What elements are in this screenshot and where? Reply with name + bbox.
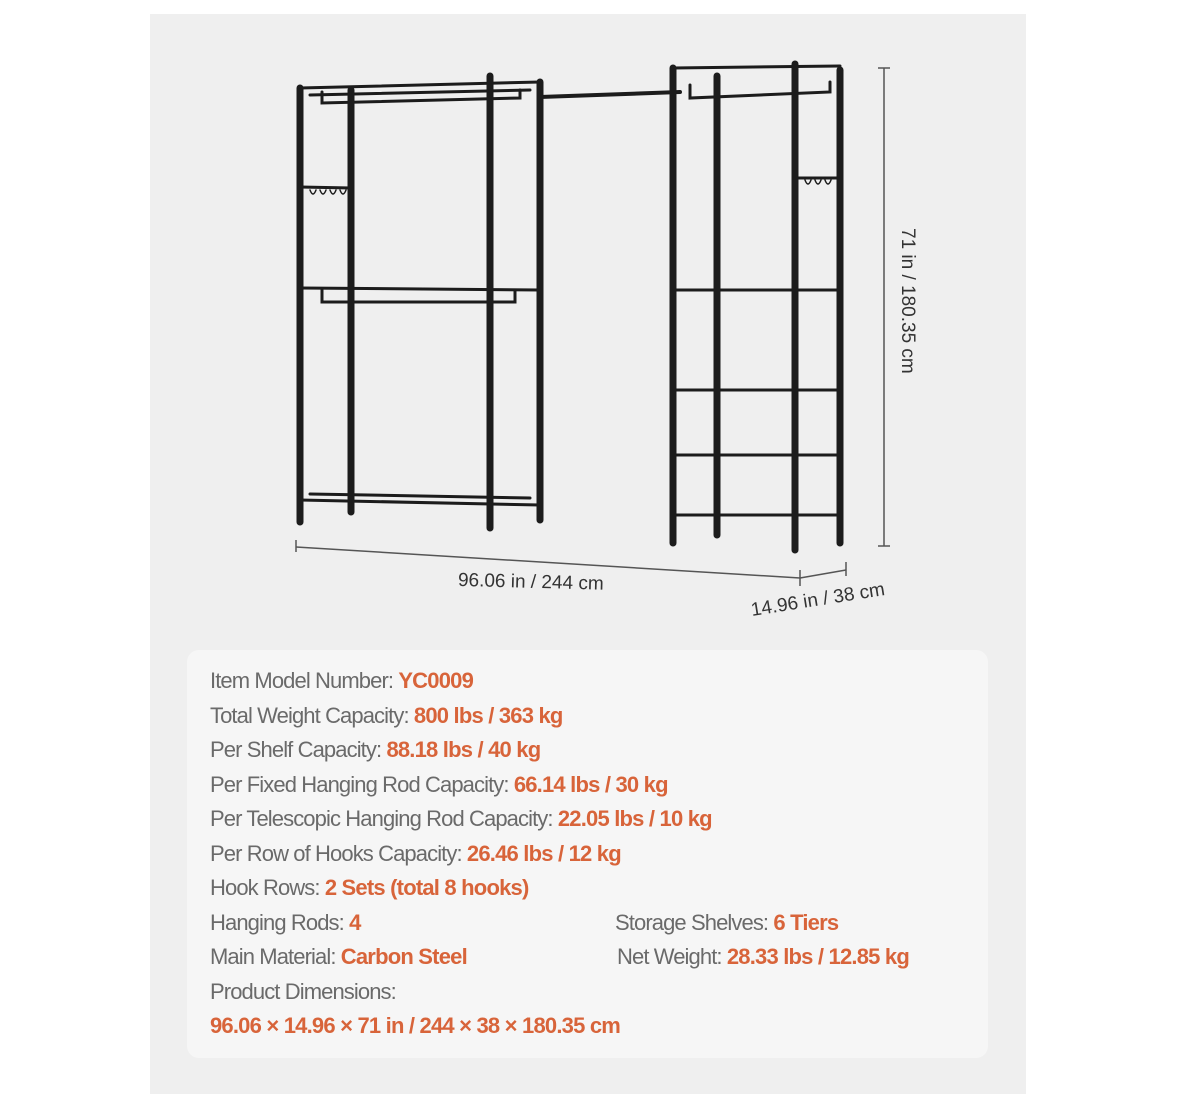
spec-label: Per Fixed Hanging Rod Capacity: xyxy=(210,772,514,797)
spec-shelf-capacity xyxy=(210,737,540,763)
spec-label: Net Weight: xyxy=(617,944,727,969)
right-rack xyxy=(673,64,840,550)
spec-value: 800 lbs / 363 kg xyxy=(413,703,563,728)
spec-label: Main Material: xyxy=(210,944,341,969)
spec-net-weight xyxy=(617,944,909,970)
spec-fixed-rod-capacity xyxy=(210,772,668,798)
spec-label: Total Weight Capacity: xyxy=(210,703,414,728)
spec-label: Per Row of Hooks Capacity: xyxy=(210,841,467,866)
spec-dimensions-label: Product Dimensions: xyxy=(210,979,396,1004)
dimension-lines xyxy=(296,68,890,586)
left-rack xyxy=(300,76,680,528)
spec-telescopic-rod-capacity xyxy=(210,806,712,832)
spec-value: YC0009 xyxy=(398,668,474,693)
spec-value: 6 Tiers xyxy=(773,910,839,935)
spec-value: 4 xyxy=(349,910,361,935)
spec-value: 2 Sets (total 8 hooks) xyxy=(324,875,529,900)
spec-value: Carbon Steel xyxy=(340,944,467,969)
spec-value: 66.14 lbs / 30 kg xyxy=(513,772,668,797)
width-dimension: 96.06 in / 244 cm xyxy=(457,569,604,595)
spec-label: Hook Rows: xyxy=(210,875,325,900)
height-dimension: 71 in / 180.35 cm xyxy=(897,228,918,374)
spec-value: 26.46 lbs / 12 kg xyxy=(466,841,621,866)
spec-label: Item Model Number: xyxy=(210,668,399,693)
spec-label: Per Telescopic Hanging Rod Capacity: xyxy=(210,806,558,831)
spec-label: Hanging Rods: xyxy=(210,910,350,935)
spec-value: 88.18 lbs / 40 kg xyxy=(386,737,541,762)
spec-model xyxy=(210,668,473,694)
spec-label: Per Shelf Capacity: xyxy=(210,737,387,762)
depth-dimension: 14.96 in / 38 cm xyxy=(749,579,887,621)
spec-value: 28.33 lbs / 12.85 kg xyxy=(726,944,909,969)
spec-dimensions-value: 96.06 × 14.96 × 71 in / 244 × 38 × 180.35 cm xyxy=(210,1013,621,1038)
spec-material xyxy=(210,944,467,970)
spec-label: Storage Shelves: xyxy=(615,910,774,935)
spec-total-capacity xyxy=(210,703,563,729)
spec-hanging-rods xyxy=(210,910,361,936)
spec-value: 22.05 lbs / 10 kg xyxy=(557,806,712,831)
spec-hook-rows xyxy=(210,875,528,901)
spec-storage-shelves xyxy=(615,910,838,936)
spec-hooks-capacity xyxy=(210,841,621,867)
